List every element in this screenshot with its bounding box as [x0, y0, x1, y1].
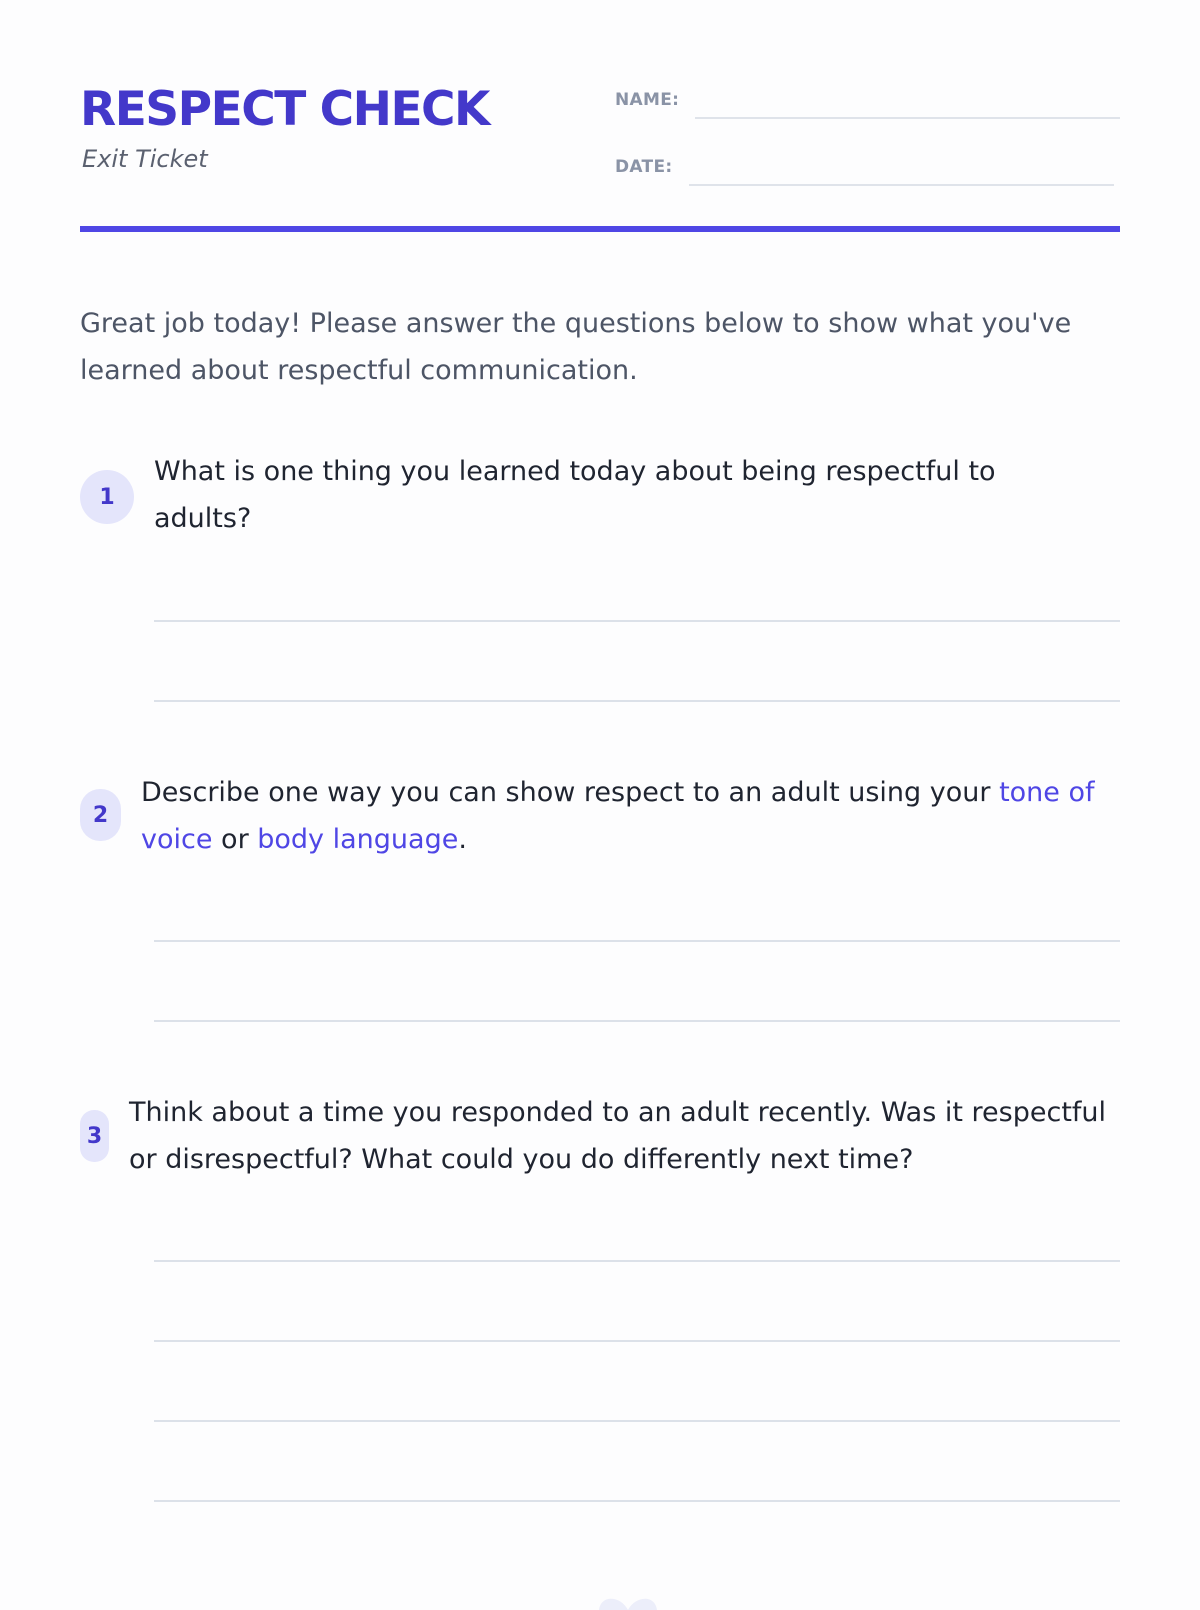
intro-text: Great job today! Please answer the questions below to show what you've learned about respectful communication. — [80, 308, 1072, 386]
worksheet-subtitle: Exit Ticket — [82, 145, 208, 173]
question-2-answer-line-1[interactable] — [154, 940, 1120, 942]
name-label: NAME: — [615, 90, 680, 110]
question-3-text: Think about a time you responded to an adult recently. Was it respectful or disrespectful? What could you do differently next time? — [129, 1097, 1107, 1175]
name-field[interactable] — [695, 117, 1120, 119]
date-field[interactable] — [689, 184, 1114, 186]
question-3-answer-line-2[interactable] — [154, 1340, 1120, 1342]
question-3-answer-line-1[interactable] — [154, 1260, 1120, 1262]
question-3-answer-line-3[interactable] — [154, 1420, 1120, 1422]
tone-of-voice-highlight: tone of voice — [141, 777, 1095, 855]
body-language-highlight: body language — [257, 824, 459, 855]
question-2-text-end: . — [458, 824, 467, 855]
date-label: DATE: — [615, 157, 673, 177]
question-2-answer-line-2[interactable] — [154, 1020, 1120, 1022]
question-3-answer-line-4[interactable] — [154, 1500, 1120, 1502]
question-1-answer-line-2[interactable] — [154, 700, 1120, 702]
question-2-text — [141, 769, 1131, 863]
question-1-badge: 1 — [80, 470, 134, 524]
heart-icon — [593, 1590, 663, 1610]
question-3-badge: 3 — [80, 1110, 109, 1162]
question-2-text-start: Describe one way you can show respect to an adult using your — [141, 777, 1000, 808]
question-1-text: What is one thing you learned today about being respectful to adults? — [154, 456, 996, 534]
question-1-answer-line-1[interactable] — [154, 620, 1120, 622]
header-divider — [80, 226, 1120, 232]
question-2-text-middle: or — [212, 824, 258, 855]
question-2-badge: 2 — [80, 789, 121, 841]
worksheet-title: RESPECT CHECK — [80, 82, 489, 137]
